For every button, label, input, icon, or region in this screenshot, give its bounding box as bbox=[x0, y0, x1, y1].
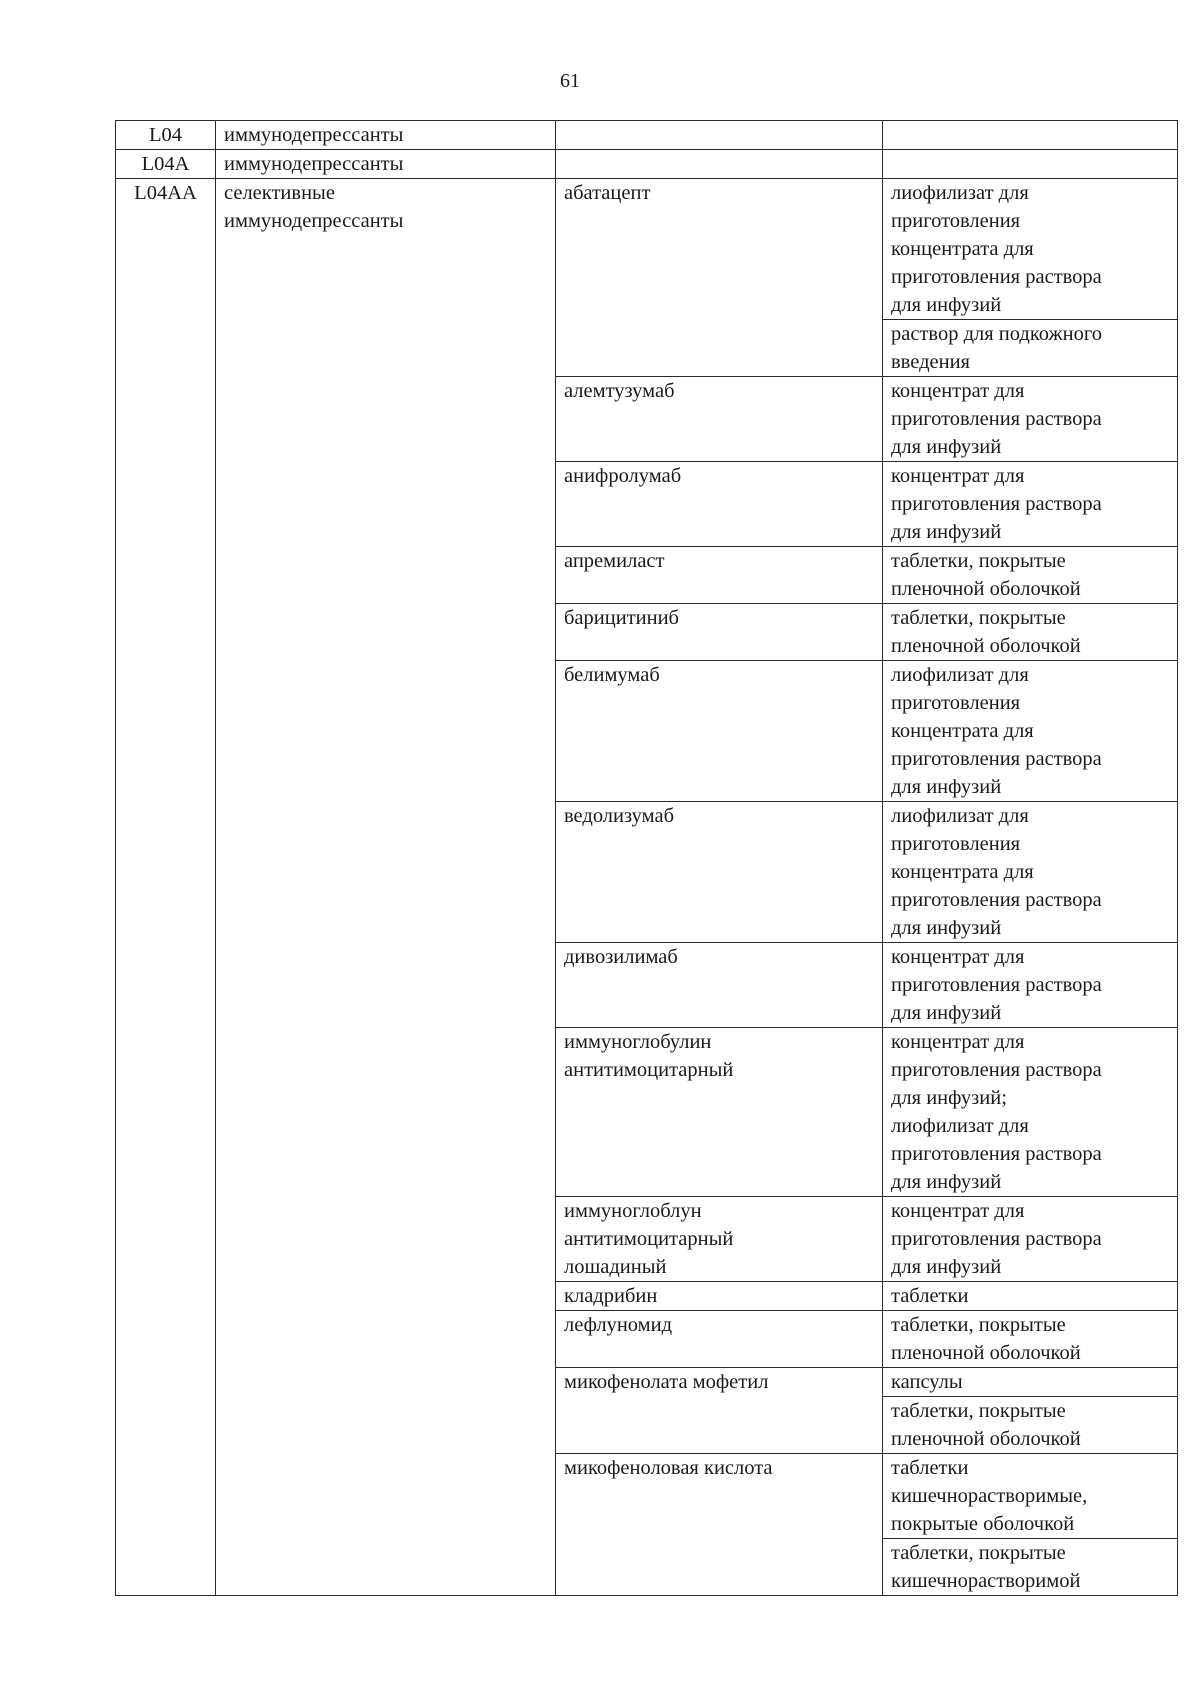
dosage-form-line: покрытые оболочкой bbox=[891, 1513, 1075, 1535]
drug-name-cell bbox=[556, 1282, 883, 1311]
atc-group-name-cell bbox=[216, 179, 556, 1596]
dosage-form-line: приготовления раствора bbox=[891, 266, 1102, 288]
atc-code-cell: L04AA bbox=[116, 179, 216, 1596]
dosage-form-line: для инфузий bbox=[891, 776, 1002, 798]
dosage-form-line: концентрат для bbox=[891, 465, 1025, 487]
drug-name-line: антитимоцитарный bbox=[564, 1059, 734, 1081]
dosage-form-line: приготовления bbox=[891, 833, 1021, 855]
drug-name-cell bbox=[556, 462, 883, 547]
dosage-form-cell bbox=[883, 1368, 1178, 1397]
dosage-form-line: концентрата для bbox=[891, 861, 1034, 883]
drug-name-cell bbox=[556, 377, 883, 462]
dosage-form-line: таблетки, покрытые bbox=[891, 607, 1066, 629]
dosage-form-line: таблетки, покрытые bbox=[891, 1542, 1066, 1564]
drug-name-cell bbox=[556, 1454, 883, 1596]
dosage-form-cell bbox=[883, 661, 1178, 802]
table-row bbox=[116, 150, 1178, 179]
dosage-form-line: для инфузий bbox=[891, 1171, 1002, 1193]
dosage-form-cell bbox=[883, 802, 1178, 943]
dosage-form-cell bbox=[883, 150, 1178, 179]
drug-name-line: ведолизумаб bbox=[564, 805, 675, 827]
drug-table bbox=[115, 120, 1178, 1596]
dosage-form-line: таблетки bbox=[891, 1457, 969, 1479]
drug-name-line: анифролумаб bbox=[564, 465, 682, 487]
dosage-form-line: для инфузий bbox=[891, 1256, 1002, 1278]
table-row bbox=[116, 179, 1178, 320]
drug-name-cell bbox=[556, 150, 883, 179]
dosage-form-line: для инфузий bbox=[891, 436, 1002, 458]
dosage-form-line: концентрат для bbox=[891, 946, 1025, 968]
dosage-form-line: капсулы bbox=[891, 1371, 963, 1393]
dosage-form-line: концентрата для bbox=[891, 238, 1034, 260]
dosage-form-line: приготовления bbox=[891, 210, 1021, 232]
dosage-form-line: для инфузий; bbox=[891, 1087, 1007, 1109]
drug-name-line: алемтузумаб bbox=[564, 380, 675, 402]
drug-name-cell bbox=[556, 179, 883, 377]
dosage-form-line: пленочной оболочкой bbox=[891, 1428, 1081, 1450]
drug-name-line: микофеноловая кислота bbox=[564, 1457, 773, 1479]
dosage-form-cell bbox=[883, 1197, 1178, 1282]
dosage-form-cell bbox=[883, 320, 1178, 377]
drug-name-line: абатацепт bbox=[564, 182, 651, 204]
dosage-form-cell bbox=[883, 1311, 1178, 1368]
dosage-form-line: лиофилизат для bbox=[891, 664, 1029, 686]
dosage-form-cell bbox=[883, 547, 1178, 604]
dosage-form-line: приготовления раствора bbox=[891, 1059, 1102, 1081]
dosage-form-line: приготовления раствора bbox=[891, 748, 1102, 770]
dosage-form-line: введения bbox=[891, 351, 970, 373]
dosage-form-line: для инфузий bbox=[891, 1002, 1002, 1024]
dosage-form-cell bbox=[883, 121, 1178, 150]
drug-name-line: апремиласт bbox=[564, 550, 665, 572]
drug-name-cell bbox=[556, 1311, 883, 1368]
group-name-line: селективные bbox=[224, 182, 335, 204]
dosage-form-line: лиофилизат для bbox=[891, 805, 1029, 827]
table-row bbox=[116, 121, 1178, 150]
dosage-form-line: раствор для подкожного bbox=[891, 323, 1103, 345]
dosage-form-line: пленочной оболочкой bbox=[891, 1342, 1081, 1364]
atc-group-name-cell: иммунодепрессанты bbox=[216, 150, 556, 179]
drug-name-cell bbox=[556, 802, 883, 943]
drug-name-line: кладрибин bbox=[564, 1285, 658, 1307]
dosage-form-line: пленочной оболочкой bbox=[891, 635, 1081, 657]
dosage-form-cell bbox=[883, 377, 1178, 462]
dosage-form-cell bbox=[883, 1028, 1178, 1197]
dosage-form-line: таблетки, покрытые bbox=[891, 550, 1066, 572]
drug-name-line: белимумаб bbox=[564, 664, 660, 686]
dosage-form-line: приготовления раствора bbox=[891, 493, 1102, 515]
dosage-form-line: приготовления раствора bbox=[891, 1228, 1102, 1250]
drug-name-cell bbox=[556, 121, 883, 150]
dosage-form-cell bbox=[883, 1454, 1178, 1539]
dosage-form-line: таблетки bbox=[891, 1285, 969, 1307]
dosage-form-cell bbox=[883, 604, 1178, 661]
drug-name-cell bbox=[556, 661, 883, 802]
drug-name-line: барицитиниб bbox=[564, 607, 679, 629]
atc-group-name-cell: иммунодепрессанты bbox=[216, 121, 556, 150]
drug-name-cell bbox=[556, 604, 883, 661]
drug-name-line: иммуноглобулин bbox=[564, 1031, 712, 1053]
dosage-form-line: таблетки, покрытые bbox=[891, 1314, 1066, 1336]
dosage-form-line: приготовления раствора bbox=[891, 974, 1102, 996]
drug-name-cell bbox=[556, 1368, 883, 1454]
dosage-form-cell bbox=[883, 462, 1178, 547]
dosage-form-line: для инфузий bbox=[891, 917, 1002, 939]
dosage-form-line: концентрат для bbox=[891, 1031, 1025, 1053]
drug-name-line: микофенолата мофетил bbox=[564, 1371, 769, 1393]
dosage-form-cell bbox=[883, 1397, 1178, 1454]
drug-name-line: антитимоцитарный bbox=[564, 1228, 734, 1250]
drug-name-cell bbox=[556, 943, 883, 1028]
dosage-form-line: таблетки, покрытые bbox=[891, 1400, 1066, 1422]
dosage-form-line: для инфузий bbox=[891, 294, 1002, 316]
page-number: 61 bbox=[560, 70, 580, 92]
group-name-line: иммунодепрессанты bbox=[224, 210, 404, 232]
dosage-form-cell bbox=[883, 179, 1178, 320]
dosage-form-cell bbox=[883, 1282, 1178, 1311]
dosage-form-line: для инфузий bbox=[891, 521, 1002, 543]
drug-name-line: иммуноглоблун bbox=[564, 1200, 702, 1222]
drug-name-line: лефлуномид bbox=[564, 1314, 673, 1336]
dosage-form-line: концентрат для bbox=[891, 380, 1025, 402]
dosage-form-line: лиофилизат для bbox=[891, 182, 1029, 204]
dosage-form-line: приготовления раствора bbox=[891, 1143, 1102, 1165]
dosage-form-cell bbox=[883, 1539, 1178, 1596]
dosage-form-line: кишечнорастворимой bbox=[891, 1570, 1081, 1592]
drug-name-cell bbox=[556, 1197, 883, 1282]
dosage-form-line: лиофилизат для bbox=[891, 1115, 1029, 1137]
dosage-form-line: приготовления раствора bbox=[891, 408, 1102, 430]
dosage-form-line: концентрата для bbox=[891, 720, 1034, 742]
dosage-form-line: приготовления раствора bbox=[891, 889, 1102, 911]
atc-code-cell: L04 bbox=[116, 121, 216, 150]
drug-name-line: дивозилимаб bbox=[564, 946, 678, 968]
drug-name-cell bbox=[556, 547, 883, 604]
atc-code-cell: L04A bbox=[116, 150, 216, 179]
drug-name-cell bbox=[556, 1028, 883, 1197]
drug-name-line: лошадиный bbox=[564, 1256, 667, 1278]
dosage-form-line: кишечнорастворимые, bbox=[891, 1485, 1088, 1507]
dosage-form-line: приготовления bbox=[891, 692, 1021, 714]
dosage-form-cell bbox=[883, 943, 1178, 1028]
dosage-form-line: концентрат для bbox=[891, 1200, 1025, 1222]
dosage-form-line: пленочной оболочкой bbox=[891, 578, 1081, 600]
